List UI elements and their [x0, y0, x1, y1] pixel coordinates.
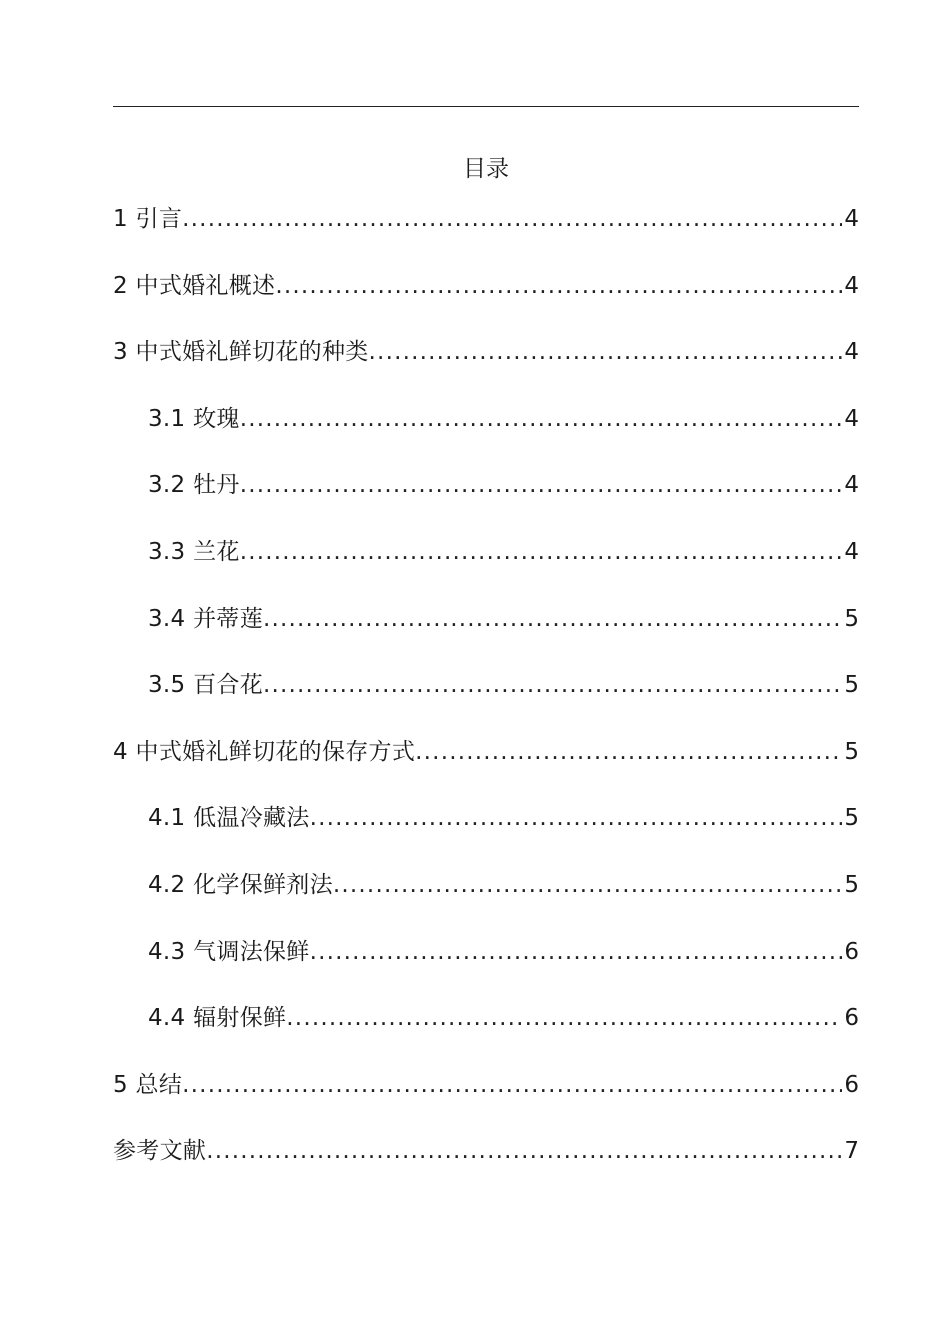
toc-leader-dots — [206, 1134, 842, 1168]
header-rule — [113, 106, 859, 107]
toc-entry-label: 4.2 化学保鲜剂法 — [148, 871, 333, 898]
toc-entry-label: 2 中式婚礼概述 — [113, 272, 276, 299]
toc-entry[interactable] — [113, 602, 859, 669]
toc-entry-page: 4 — [844, 206, 859, 232]
toc-entry[interactable] — [113, 1068, 859, 1135]
toc-leader-dots — [182, 202, 842, 236]
toc-entry-page: 6 — [844, 1071, 859, 1098]
toc-leader-dots — [333, 868, 842, 902]
toc-entry-page: 5 — [844, 871, 859, 898]
toc-entry-page: 4 — [844, 472, 859, 499]
toc-entry-label: 3.4 并蒂莲 — [148, 605, 263, 632]
toc-entry[interactable] — [113, 202, 859, 269]
toc-entry-label: 1 引言 — [113, 206, 183, 232]
toc-entry[interactable] — [113, 868, 859, 935]
toc-entry-page: 4 — [844, 272, 859, 299]
toc-entry-label: 参考文献 — [113, 1138, 207, 1165]
toc-entry[interactable] — [113, 535, 859, 602]
toc-list — [113, 202, 859, 1201]
toc-entry-label: 4.3 气调法保鲜 — [148, 938, 310, 965]
toc-entry-page: 4 — [844, 405, 859, 432]
toc-leader-dots — [263, 668, 842, 702]
toc-entry-page: 4 — [844, 538, 859, 565]
toc-entry-page: 5 — [844, 672, 859, 699]
toc-entry-page: 5 — [844, 738, 859, 765]
toc-entry-label: 3.5 百合花 — [148, 672, 263, 699]
toc-entry-label: 4 中式婚礼鲜切花的保存方式 — [113, 738, 416, 765]
toc-entry[interactable] — [113, 335, 859, 402]
toc-entry[interactable] — [113, 269, 859, 336]
toc-entry[interactable] — [113, 801, 859, 868]
toc-entry-label: 3.3 兰花 — [148, 538, 240, 565]
toc-entry[interactable] — [113, 402, 859, 469]
toc-title: 目录 — [463, 156, 509, 182]
toc-leader-dots — [240, 402, 843, 436]
toc-leader-dots — [286, 1001, 842, 1035]
toc-entry-page: 6 — [844, 1005, 859, 1032]
toc-entry-label: 5 总结 — [113, 1071, 183, 1098]
toc-entry[interactable] — [113, 1001, 859, 1068]
toc-leader-dots — [415, 735, 842, 769]
toc-entry-page: 5 — [844, 805, 859, 832]
toc-entry-label: 3.1 玫瑰 — [148, 405, 240, 432]
toc-entry[interactable] — [113, 668, 859, 735]
toc-entry-label: 4.4 辐射保鲜 — [148, 1005, 287, 1032]
toc-entry-label: 4.1 低温冷藏法 — [148, 805, 310, 832]
toc-entry-page: 5 — [844, 605, 859, 632]
toc-entry[interactable] — [113, 468, 859, 535]
toc-entry[interactable] — [113, 735, 859, 802]
toc-leader-dots — [275, 269, 842, 303]
toc-entry-label: 3 中式婚礼鲜切花的种类 — [113, 339, 369, 366]
toc-leader-dots — [310, 935, 843, 969]
toc-leader-dots — [310, 801, 843, 835]
toc-leader-dots — [263, 602, 842, 636]
toc-leader-dots — [182, 1068, 842, 1102]
toc-leader-dots — [369, 335, 843, 369]
toc-entry-label: 3.2 牡丹 — [148, 472, 240, 499]
toc-entry[interactable] — [113, 1134, 859, 1201]
toc-entry-page: 6 — [844, 938, 859, 965]
toc-leader-dots — [240, 468, 843, 502]
toc-entry-page: 7 — [844, 1138, 859, 1165]
toc-leader-dots — [240, 535, 843, 569]
toc-entry-page: 4 — [844, 339, 859, 366]
toc-entry[interactable] — [113, 935, 859, 1002]
